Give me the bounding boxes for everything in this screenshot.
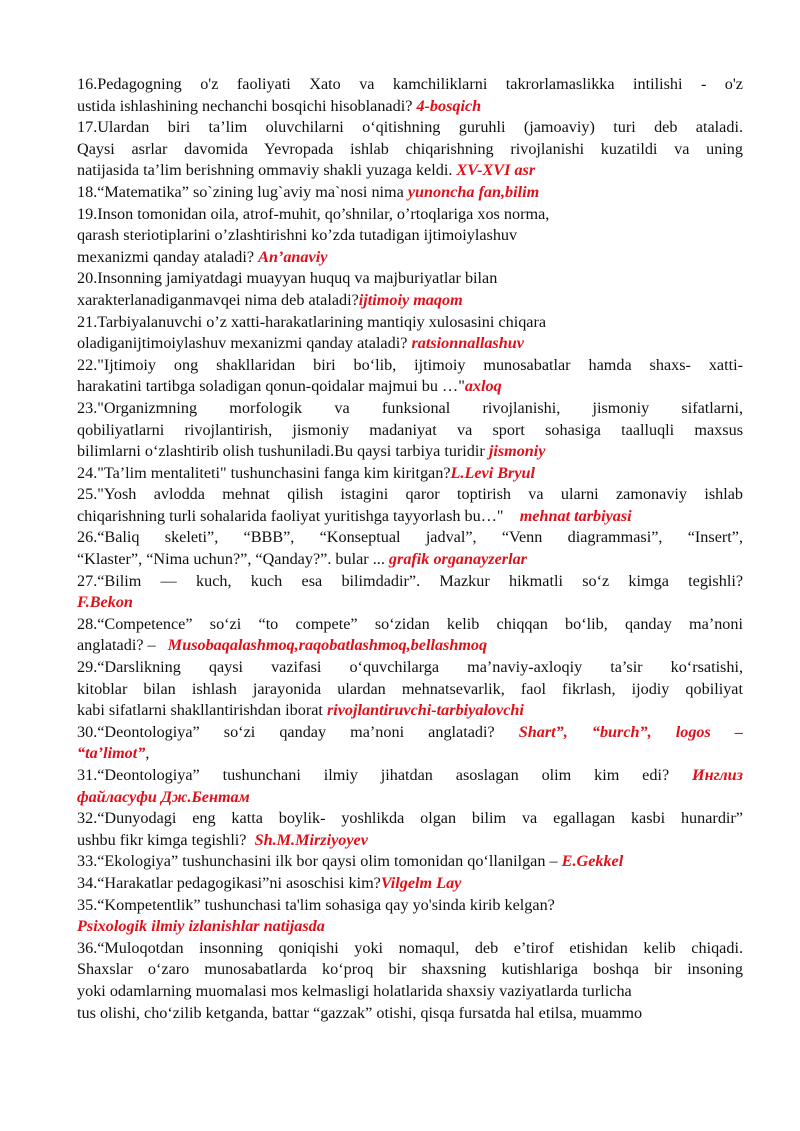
question-text: 24."Ta’lim mentaliteti" tushunchasini fanga kim kiritgan? [77, 463, 451, 482]
answer-text: E.Gekkel [561, 852, 624, 871]
question-text-line: 20.Insonning jamiyatdagi muayyan huquq va majburiyatlar bilan [77, 269, 498, 288]
answer-text: axloq [464, 377, 502, 396]
question-text-line: 21.Tarbiyalanuvchi o’z xatti-harakatlarining mantiqiy xulosasini chiqara [77, 312, 547, 331]
question-text-line: 19.Inson tomonidan oila, atrof-muhit, qo’shnilar, o’rtoqlariga xos norma, [77, 204, 550, 223]
question-36 [77, 938, 743, 1024]
answer-text: файласуфи Дж.Бентам [77, 787, 250, 806]
question-text-line: Shaxslar o‘zaro munosabatlarda ko‘proq bir shaxsning kutishlariga boshqa bir insoning [77, 960, 743, 979]
question-text-line: Qaysi asrlar davomida Yevropada ishlab chiqarishning rivojlanishi kuzatildi va uning [77, 139, 743, 158]
question-text: harakatini tartibga soladigan qonun-qoidalar majmui bu …" [77, 377, 465, 396]
question-19 [77, 204, 743, 269]
question-text: ustida ishlashining nechanchi bosqichi hisoblanadi? [77, 96, 417, 115]
answer-text: 4-bosqich [416, 96, 482, 115]
question-32 [77, 808, 743, 851]
question-text: 33.“Ekologiya” tushunchasini ilk bor qaysi olim tomonidan qo‘llanilgan – [77, 852, 562, 871]
question-text-line: 25."Yosh avlodda mehnat qilish istagini qaror toptirish va ularni zamonaviy ishlab [77, 485, 743, 504]
question-text: “Klaster”, “Nima uchun?”, “Qanday?”. bular ... [77, 550, 389, 569]
question-text-line: 28.“Competence” so‘zi “to compete” so‘zidan kelib chiqqan bo‘lib, qanday ma’noni [77, 614, 743, 633]
question-17 [77, 117, 743, 182]
question-27 [77, 571, 743, 614]
answer-text: jismoniy [488, 442, 546, 461]
question-text-line: 36.“Muloqotdan insonning qoniqishi yoki nomaqul, deb e’tirof etishidan kelib chiqadi. [77, 938, 743, 957]
question-text-line: 35.“Kompetentlik” tushunchasi ta'lim sohasiga qay yo'sinda kirib kelgan? [77, 895, 555, 914]
question-text-line: kitoblar bilan ishlash jarayonida ulardan mehnatsevarlik, faol fikrlash, ijodiy qobiliyat [77, 679, 743, 698]
question-text: ushbu fikr kimga tegishli? [77, 830, 255, 849]
question-21 [77, 312, 743, 355]
question-text-line: 32.“Dunyodagi eng katta boylik- yoshlikda olgan bilim va egallagan kasbi hunardir” [77, 809, 743, 828]
answer-text: “ta’limot” [77, 744, 146, 763]
question-text: 31.“Deontologiya” tushunchani ilmiy jihatdan asoslagan olim kim edi? [77, 766, 693, 784]
answer-text: XV-XVI asr [456, 161, 536, 180]
answer-text: Vilgelm Lay [380, 873, 462, 892]
question-20 [77, 268, 743, 311]
question-22 [77, 355, 743, 398]
question-text-line: yoki odamlarning muomalasi mos kelmasligi holatlarida shaxsiy vaziyatlarda turlicha [77, 981, 632, 1000]
answer-text: Musobaqalashmoq,raqobatlashmoq,bellashmoq [167, 636, 488, 655]
question-text-line: 26.“Baliq skeleti”, “BBB”, “Konseptual jadval”, “Venn diagrammasi”, “Insert”, [77, 528, 743, 547]
answer-text: Psixologik ilmiy izlanishlar natijasda [77, 917, 325, 936]
question-text-line: tus olishi, cho‘zilib ketganda, battar “gazzak” otishi, qisqa fursatda hal etilsa, muammo [77, 1003, 643, 1022]
answer-text: grafik organayzerlar [388, 550, 527, 569]
question-24 [77, 463, 743, 485]
question-text: chiqarishning turli sohalarida faoliyat yuritishga tayyorlash bu…" [77, 506, 520, 525]
question-25 [77, 484, 743, 527]
answer-text: yunoncha fan,bilim [407, 182, 540, 201]
question-text-line: qarash steriotiplarini o’zlashtirishni ko’zda tutadigan ijtimoiylashuv [77, 226, 518, 245]
question-31 [77, 765, 743, 808]
question-text-line: 17.Ulardan biri ta’lim oluvchilarni o‘qitishning guruhli (jamoaviy) turi deb ataladi. [77, 118, 743, 137]
question-text: mexanizmi qanday ataladi? [77, 247, 259, 266]
question-18 [77, 182, 743, 204]
question-35 [77, 895, 743, 938]
answer-text: rivojlantiruvchi-tarbiyalovchi [326, 701, 524, 720]
question-23 [77, 398, 743, 463]
question-16 [77, 74, 743, 117]
question-30 [77, 722, 743, 765]
answer-text: mehnat tarbiyasi [519, 506, 632, 525]
question-list [77, 74, 743, 1024]
question-text: 34.“Harakatlar pedagogikasi”ni asoschisi kim? [77, 873, 381, 892]
answer-text: L.Levi Bryul [450, 463, 536, 482]
question-text: bilimlarni o‘zlashtirib olish tushuniladi.Bu qaysi tarbiya turidir [77, 442, 489, 461]
question-text-line: 29.“Darslikning qaysi vazifasi o‘quvchilarga ma’naviy-axloqiy ta’sir ko‘rsatishi, [77, 658, 743, 677]
question-text-line: qobiliyatlarni rivojlantirish, jismoniy madaniyat va sport sohasiga taalluqli maxsus [77, 420, 743, 439]
question-text: oladiganijtimoiylashuv mexanizmi qanday ataladi? [77, 334, 412, 353]
question-text: natijasida ta’lim berishning ommaviy shakli yuzaga keldi. [77, 161, 457, 180]
question-text: xarakterlanadiganmavqei nima deb ataladi? [77, 290, 359, 309]
question-33 [77, 851, 743, 873]
answer-text: F.Bekon [77, 593, 133, 612]
answer-tail: , [145, 744, 150, 763]
question-text: kabi sifatlarni shakllantirishdan iborat [77, 701, 327, 720]
answer-text: Инглиз [692, 766, 743, 784]
question-28 [77, 614, 743, 657]
question-text-line: 23."Organizmning morfologik va funksional rivojlanishi, jismoniy sifatlarni, [77, 398, 743, 417]
question-text-line: 22."Ijtimoiy ong shakllaridan biri bo‘lib, ijtimoiy munosabatlar hamda shaxs- xatti- [77, 355, 743, 374]
question-26 [77, 527, 743, 570]
answer-text: Shart”, “burch”, logos – [518, 722, 743, 741]
question-text: anglatadi? – [77, 636, 168, 655]
question-34 [77, 873, 743, 895]
answer-text: Sh.M.Mirziyoyev [254, 830, 368, 849]
question-text: 30.“Deontologiya” so‘zi qanday ma’noni anglatadi? [77, 722, 519, 741]
answer-text: An’anaviy [258, 247, 328, 266]
question-29 [77, 657, 743, 722]
question-text-line: 16.Pedagogning o'z faoliyati Xato va kamchiliklarni takrorlamaslikka intilishi - o'z [77, 75, 743, 93]
answer-text: ijtimoiy maqom [358, 290, 463, 309]
question-text-line: 27.“Bilim — kuch, kuch esa bilimdadir”. Mazkur hikmatli so‘z kimga tegishli? [77, 571, 743, 590]
question-text: 18.“Matematika” so`zining lug`aviy ma`nosi nima [77, 182, 408, 201]
answer-text: ratsionnallashuv [411, 334, 524, 353]
